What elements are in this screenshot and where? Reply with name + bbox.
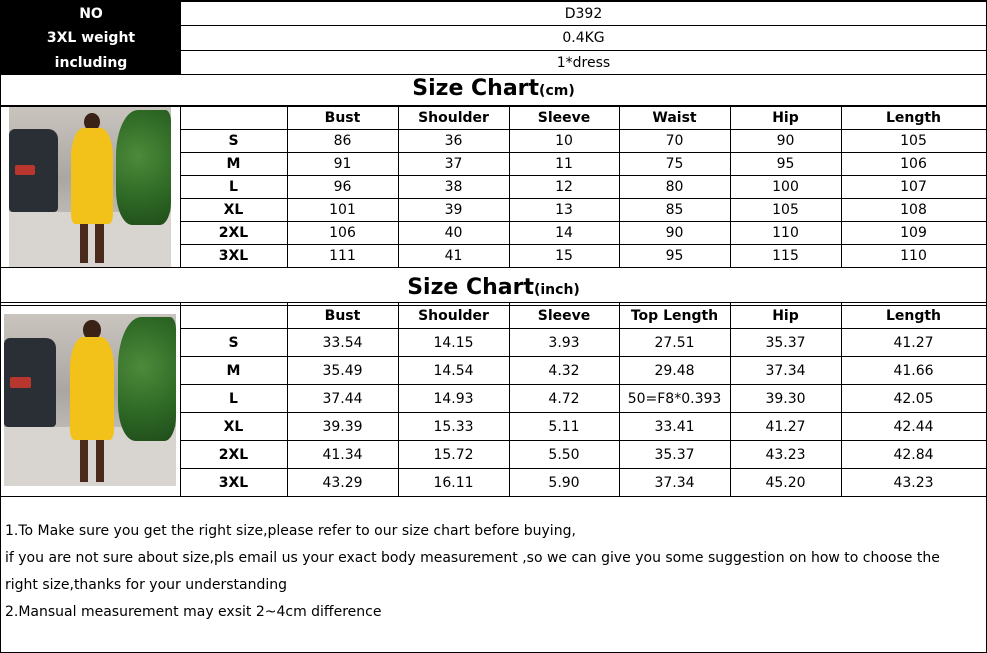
- info-label: 3XL weight: [2, 26, 181, 51]
- measurement-cell: 29.48: [619, 357, 730, 385]
- measurement-cell: 45.20: [730, 469, 841, 497]
- column-header: Shoulder: [398, 106, 509, 130]
- measurement-cell: 90: [619, 222, 730, 245]
- info-value: 0.4KG: [181, 26, 987, 51]
- size-label: XL: [180, 199, 287, 222]
- measurement-cell: 14: [509, 222, 619, 245]
- column-header: Length: [841, 106, 986, 130]
- info-label: including: [2, 51, 181, 75]
- car-shape: [9, 129, 58, 212]
- product-info-table: [1, 1, 987, 75]
- model-figure: [61, 320, 123, 482]
- size-label: 2XL: [180, 222, 287, 245]
- table-header-row: [1, 303, 986, 329]
- measurement-cell: 37.44: [287, 385, 398, 413]
- measurement-cell: 37.34: [619, 469, 730, 497]
- measurement-cell: 15.33: [398, 413, 509, 441]
- yellow-dress-shape: [71, 128, 113, 224]
- cm-chart-unit: (cm): [539, 83, 575, 99]
- measurement-cell: 75: [619, 153, 730, 176]
- measurement-cell: 43.23: [730, 441, 841, 469]
- yellow-dress-shape: [70, 337, 115, 440]
- size-label: 3XL: [180, 245, 287, 268]
- measurement-cell: 42.84: [841, 441, 986, 469]
- measurement-cell: 108: [841, 199, 986, 222]
- measurement-cell: 80: [619, 176, 730, 199]
- measurement-cell: 3.93: [509, 329, 619, 357]
- measurement-cell: 37.34: [730, 357, 841, 385]
- measurement-cell: 41.27: [730, 413, 841, 441]
- size-label: M: [180, 153, 287, 176]
- size-header-cell: [180, 106, 287, 130]
- measurement-cell: 90: [730, 130, 841, 153]
- plant-shape: [118, 317, 176, 441]
- info-label: NO: [2, 2, 181, 26]
- measurement-cell: 10: [509, 130, 619, 153]
- size-label: L: [180, 385, 287, 413]
- measurement-cell: 41: [398, 245, 509, 268]
- measurement-cell: 15: [509, 245, 619, 268]
- inch-chart-unit: (inch): [533, 282, 580, 298]
- size-label: 2XL: [180, 441, 287, 469]
- size-label: XL: [180, 413, 287, 441]
- measurement-cell: 39: [398, 199, 509, 222]
- measurement-cell: 11: [509, 153, 619, 176]
- column-header: Sleeve: [509, 106, 619, 130]
- measurement-cell: 95: [730, 153, 841, 176]
- measurement-cell: 70: [619, 130, 730, 153]
- measurement-cell: 106: [287, 222, 398, 245]
- measurement-cell: 5.11: [509, 413, 619, 441]
- info-row: [2, 2, 987, 26]
- measurement-cell: 37: [398, 153, 509, 176]
- info-value: 1*dress: [181, 51, 987, 75]
- column-header: Bust: [287, 303, 398, 329]
- measurement-cell: 109: [841, 222, 986, 245]
- measurement-cell: 43.29: [287, 469, 398, 497]
- measurement-cell: 85: [619, 199, 730, 222]
- column-header: Waist: [619, 106, 730, 130]
- measurement-cell: 101: [287, 199, 398, 222]
- measurement-cell: 27.51: [619, 329, 730, 357]
- info-row: [2, 51, 987, 75]
- measurement-cell: 42.05: [841, 385, 986, 413]
- note-line: if you are not sure about size,pls email us your exact body measurement ,so we can give you some suggestion on how to choose the: [5, 550, 940, 566]
- info-row: [2, 26, 987, 51]
- measurement-cell: 91: [287, 153, 398, 176]
- measurement-cell: 5.50: [509, 441, 619, 469]
- measurement-cell: 4.32: [509, 357, 619, 385]
- measurement-cell: 50=F8*0.393: [619, 385, 730, 413]
- photo-cell: [1, 106, 180, 268]
- note-line: 2.Mansual measurement may exsit 2~4cm difference: [5, 604, 382, 620]
- measurement-cell: 14.15: [398, 329, 509, 357]
- measurement-cell: 41.66: [841, 357, 986, 385]
- measurement-cell: 86: [287, 130, 398, 153]
- inch-size-table: [1, 302, 987, 497]
- measurement-cell: 4.72: [509, 385, 619, 413]
- column-header: Hip: [730, 106, 841, 130]
- model-figure: [63, 113, 121, 263]
- photo-cell: [1, 303, 180, 497]
- measurement-cell: 41.27: [841, 329, 986, 357]
- info-value: D392: [181, 2, 987, 26]
- measurement-cell: 111: [287, 245, 398, 268]
- measurement-cell: 35.37: [730, 329, 841, 357]
- measurement-cell: 16.11: [398, 469, 509, 497]
- size-label: S: [180, 130, 287, 153]
- size-header-cell: [180, 303, 287, 329]
- note-line: 1.To Make sure you get the right size,please refer to our size chart before buying,: [5, 523, 576, 539]
- measurement-cell: 12: [509, 176, 619, 199]
- size-label: M: [180, 357, 287, 385]
- measurement-cell: 106: [841, 153, 986, 176]
- column-header: Length: [841, 303, 986, 329]
- table-header-row: [1, 106, 986, 130]
- measurement-cell: 41.34: [287, 441, 398, 469]
- measurement-cell: 15.72: [398, 441, 509, 469]
- note-line: right size,thanks for your understanding: [5, 577, 288, 593]
- plant-shape: [116, 110, 171, 225]
- size-label: 3XL: [180, 469, 287, 497]
- cm-size-table: [1, 105, 987, 268]
- column-header: Shoulder: [398, 303, 509, 329]
- measurement-cell: 13: [509, 199, 619, 222]
- measurement-cell: 107: [841, 176, 986, 199]
- size-notes: [5, 518, 980, 626]
- measurement-cell: 105: [841, 130, 986, 153]
- measurement-cell: 35.49: [287, 357, 398, 385]
- measurement-cell: 40: [398, 222, 509, 245]
- measurement-cell: 38: [398, 176, 509, 199]
- measurement-cell: 35.37: [619, 441, 730, 469]
- cm-chart-title-text: Size Chart: [412, 76, 540, 101]
- measurement-cell: 14.93: [398, 385, 509, 413]
- measurement-cell: 95: [619, 245, 730, 268]
- column-header: Hip: [730, 303, 841, 329]
- measurement-cell: 110: [730, 222, 841, 245]
- measurement-cell: 42.44: [841, 413, 986, 441]
- measurement-cell: 105: [730, 199, 841, 222]
- measurement-cell: 33.41: [619, 413, 730, 441]
- size-label: S: [180, 329, 287, 357]
- model-photo: [4, 314, 176, 486]
- cm-chart-title: [1, 74, 986, 107]
- measurement-cell: 39.30: [730, 385, 841, 413]
- measurement-cell: 39.39: [287, 413, 398, 441]
- column-header: Sleeve: [509, 303, 619, 329]
- inch-chart-title-text: Size Chart: [407, 275, 534, 300]
- column-header: Top Length: [619, 303, 730, 329]
- measurement-cell: 110: [841, 245, 986, 268]
- measurement-cell: 96: [287, 176, 398, 199]
- measurement-cell: 100: [730, 176, 841, 199]
- size-label: L: [180, 176, 287, 199]
- measurement-cell: 33.54: [287, 329, 398, 357]
- measurement-cell: 5.90: [509, 469, 619, 497]
- measurement-cell: 36: [398, 130, 509, 153]
- measurement-cell: 14.54: [398, 357, 509, 385]
- model-photo: [9, 107, 171, 267]
- measurement-cell: 43.23: [841, 469, 986, 497]
- measurement-cell: 115: [730, 245, 841, 268]
- car-shape: [4, 338, 56, 427]
- column-header: Bust: [287, 106, 398, 130]
